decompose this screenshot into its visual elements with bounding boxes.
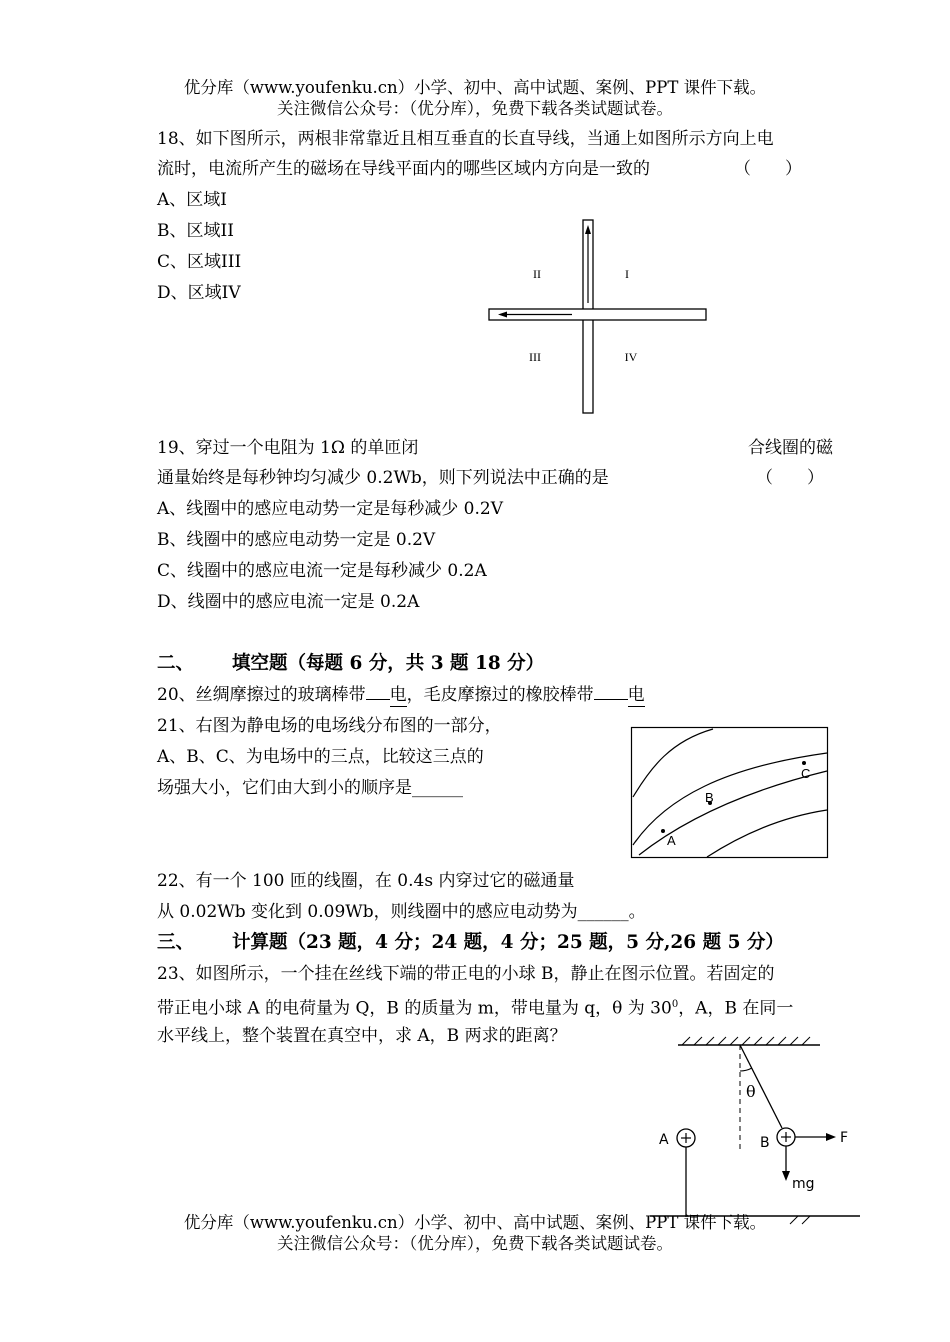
q18-text-line-2: 流时，电流所产生的磁场在导线平面内的哪些区域内方向是一致的 [157, 159, 650, 179]
q18-option-a: A、区域I [157, 190, 227, 210]
header-line-1: 优分库（www.youfenku.cn）小学、初中、高中试题、案例、PPT 课件下载。 [183, 78, 767, 97]
q23-line-2-part-b: ，A，B 在同一 [678, 998, 794, 1019]
region-4-label: IV [624, 350, 638, 364]
point-a-dot [661, 829, 665, 833]
region-2-label: II [533, 267, 541, 281]
theta-label: θ [746, 1082, 756, 1101]
footer-line-1: 优分库（www.youfenku.cn）小学、初中、高中试题、案例、PPT 课件下载。 [183, 1213, 767, 1232]
ball-a-label: A [659, 1132, 669, 1148]
q21-field-lines-figure [631, 727, 829, 859]
q19-text-line-2: 通量始终是每秒钟均匀减少 0.2Wb，则下列说法中正确的是 [157, 468, 609, 488]
q22-text-line-2: 从 0.02Wb 变化到 0.09Wb，则线圈中的感应电动势为______。 [157, 902, 646, 922]
force-f-arrow [826, 1133, 836, 1141]
point-c-label: C [801, 766, 811, 781]
q21-text-line-3: 场强大小，它们由大到小的顺序是______ [157, 778, 463, 798]
q18-text-line-1: 18、如下图所示，两根非常靠近且相互垂直的长直导线，当通上如图所示方向上电 [157, 129, 774, 149]
q21-text-line-2: A、B、C、为电场中的三点，比较这三点的 [157, 747, 484, 767]
q22-text-line-1: 22、有一个 100 匝的线圈，在 0.4s 内穿过它的磁通量 [157, 871, 575, 891]
q20-part-4: 电 [627, 685, 645, 705]
section-3-number: 三、 [157, 932, 195, 953]
q20-blank-1 [366, 699, 390, 700]
q23-pendulum-figure [650, 1035, 865, 1220]
q20-part-1: 20、丝绸摩擦过的玻璃棒带 [157, 685, 366, 705]
section-3-title: 计算题（23 题，4 分；24 题，4 分；25 题，5 分,26 题 5 分） [232, 932, 784, 953]
point-b-label: B [705, 790, 714, 805]
region-3-label: III [529, 350, 541, 364]
q18-crossed-wires-figure [480, 215, 715, 420]
q23-degree-sup: 0 [671, 999, 679, 1010]
q19-option-b: B、线圈中的感应电动势一定是 0.2V [157, 530, 436, 550]
q23-text-line-3: 水平线上，整个装置在真空中，求 A，B 两求的距离？ [157, 1026, 567, 1046]
q19-option-d: D、线圈中的感应电流一定是 0.2A [157, 592, 420, 612]
section-2-number: 二、 [157, 653, 195, 674]
q19-option-a: A、线圈中的感应电动势一定是每秒减少 0.2V [157, 499, 503, 519]
gravity-mg-label: mg [792, 1176, 815, 1192]
region-1-label: I [625, 267, 629, 281]
q19-text-line-1-right: 合线圈的磁 [748, 438, 833, 458]
q19-answer-bracket: （ ） [756, 468, 824, 488]
q23-text-line-2 [157, 994, 793, 1020]
q20-blank-2 [594, 699, 628, 700]
q21-text-line-1: 21、右图为静电场的电场线分布图的一部分， [157, 716, 502, 736]
q23-line-2-part-a: 带正电小球 A 的电荷量为 Q，B 的质量为 m，带电量为 q，θ 为 30 [157, 998, 672, 1019]
q18-option-d: D、区域IV [157, 283, 241, 303]
q19-text-line-1-left: 19、穿过一个电阻为 1Ω 的单匝闭 [157, 438, 419, 458]
section-2-title: 填空题（每题 6 分，共 3 题 18 分） [232, 653, 545, 674]
q18-option-c: C、区域III [157, 252, 242, 272]
header-line-2: 关注微信公众号：（优分库），免费下载各类试题试卷。 [277, 99, 673, 118]
q23-text-line-1: 23、如图所示，一个挂在丝线下端的带正电的小球 B，静止在图示位置。若固定的 [157, 964, 775, 984]
gravity-arrow [782, 1171, 790, 1181]
q20-part-3: ，毛皮摩擦过的橡胶棒带 [406, 685, 594, 705]
q19-option-c: C、线圈中的感应电流一定是每秒减少 0.2A [157, 561, 487, 581]
q18-option-b: B、区域II [157, 221, 234, 241]
point-c-dot [802, 761, 806, 765]
q18-answer-bracket: （ ） [734, 159, 802, 179]
force-f-label: F [840, 1130, 849, 1146]
point-a-label: A [667, 833, 676, 848]
ball-b-label: B [760, 1135, 770, 1151]
q20-part-2: 电 [389, 685, 407, 705]
footer-line-2: 关注微信公众号：（优分库），免费下载各类试题试卷。 [277, 1234, 673, 1253]
q20-text [157, 684, 645, 707]
